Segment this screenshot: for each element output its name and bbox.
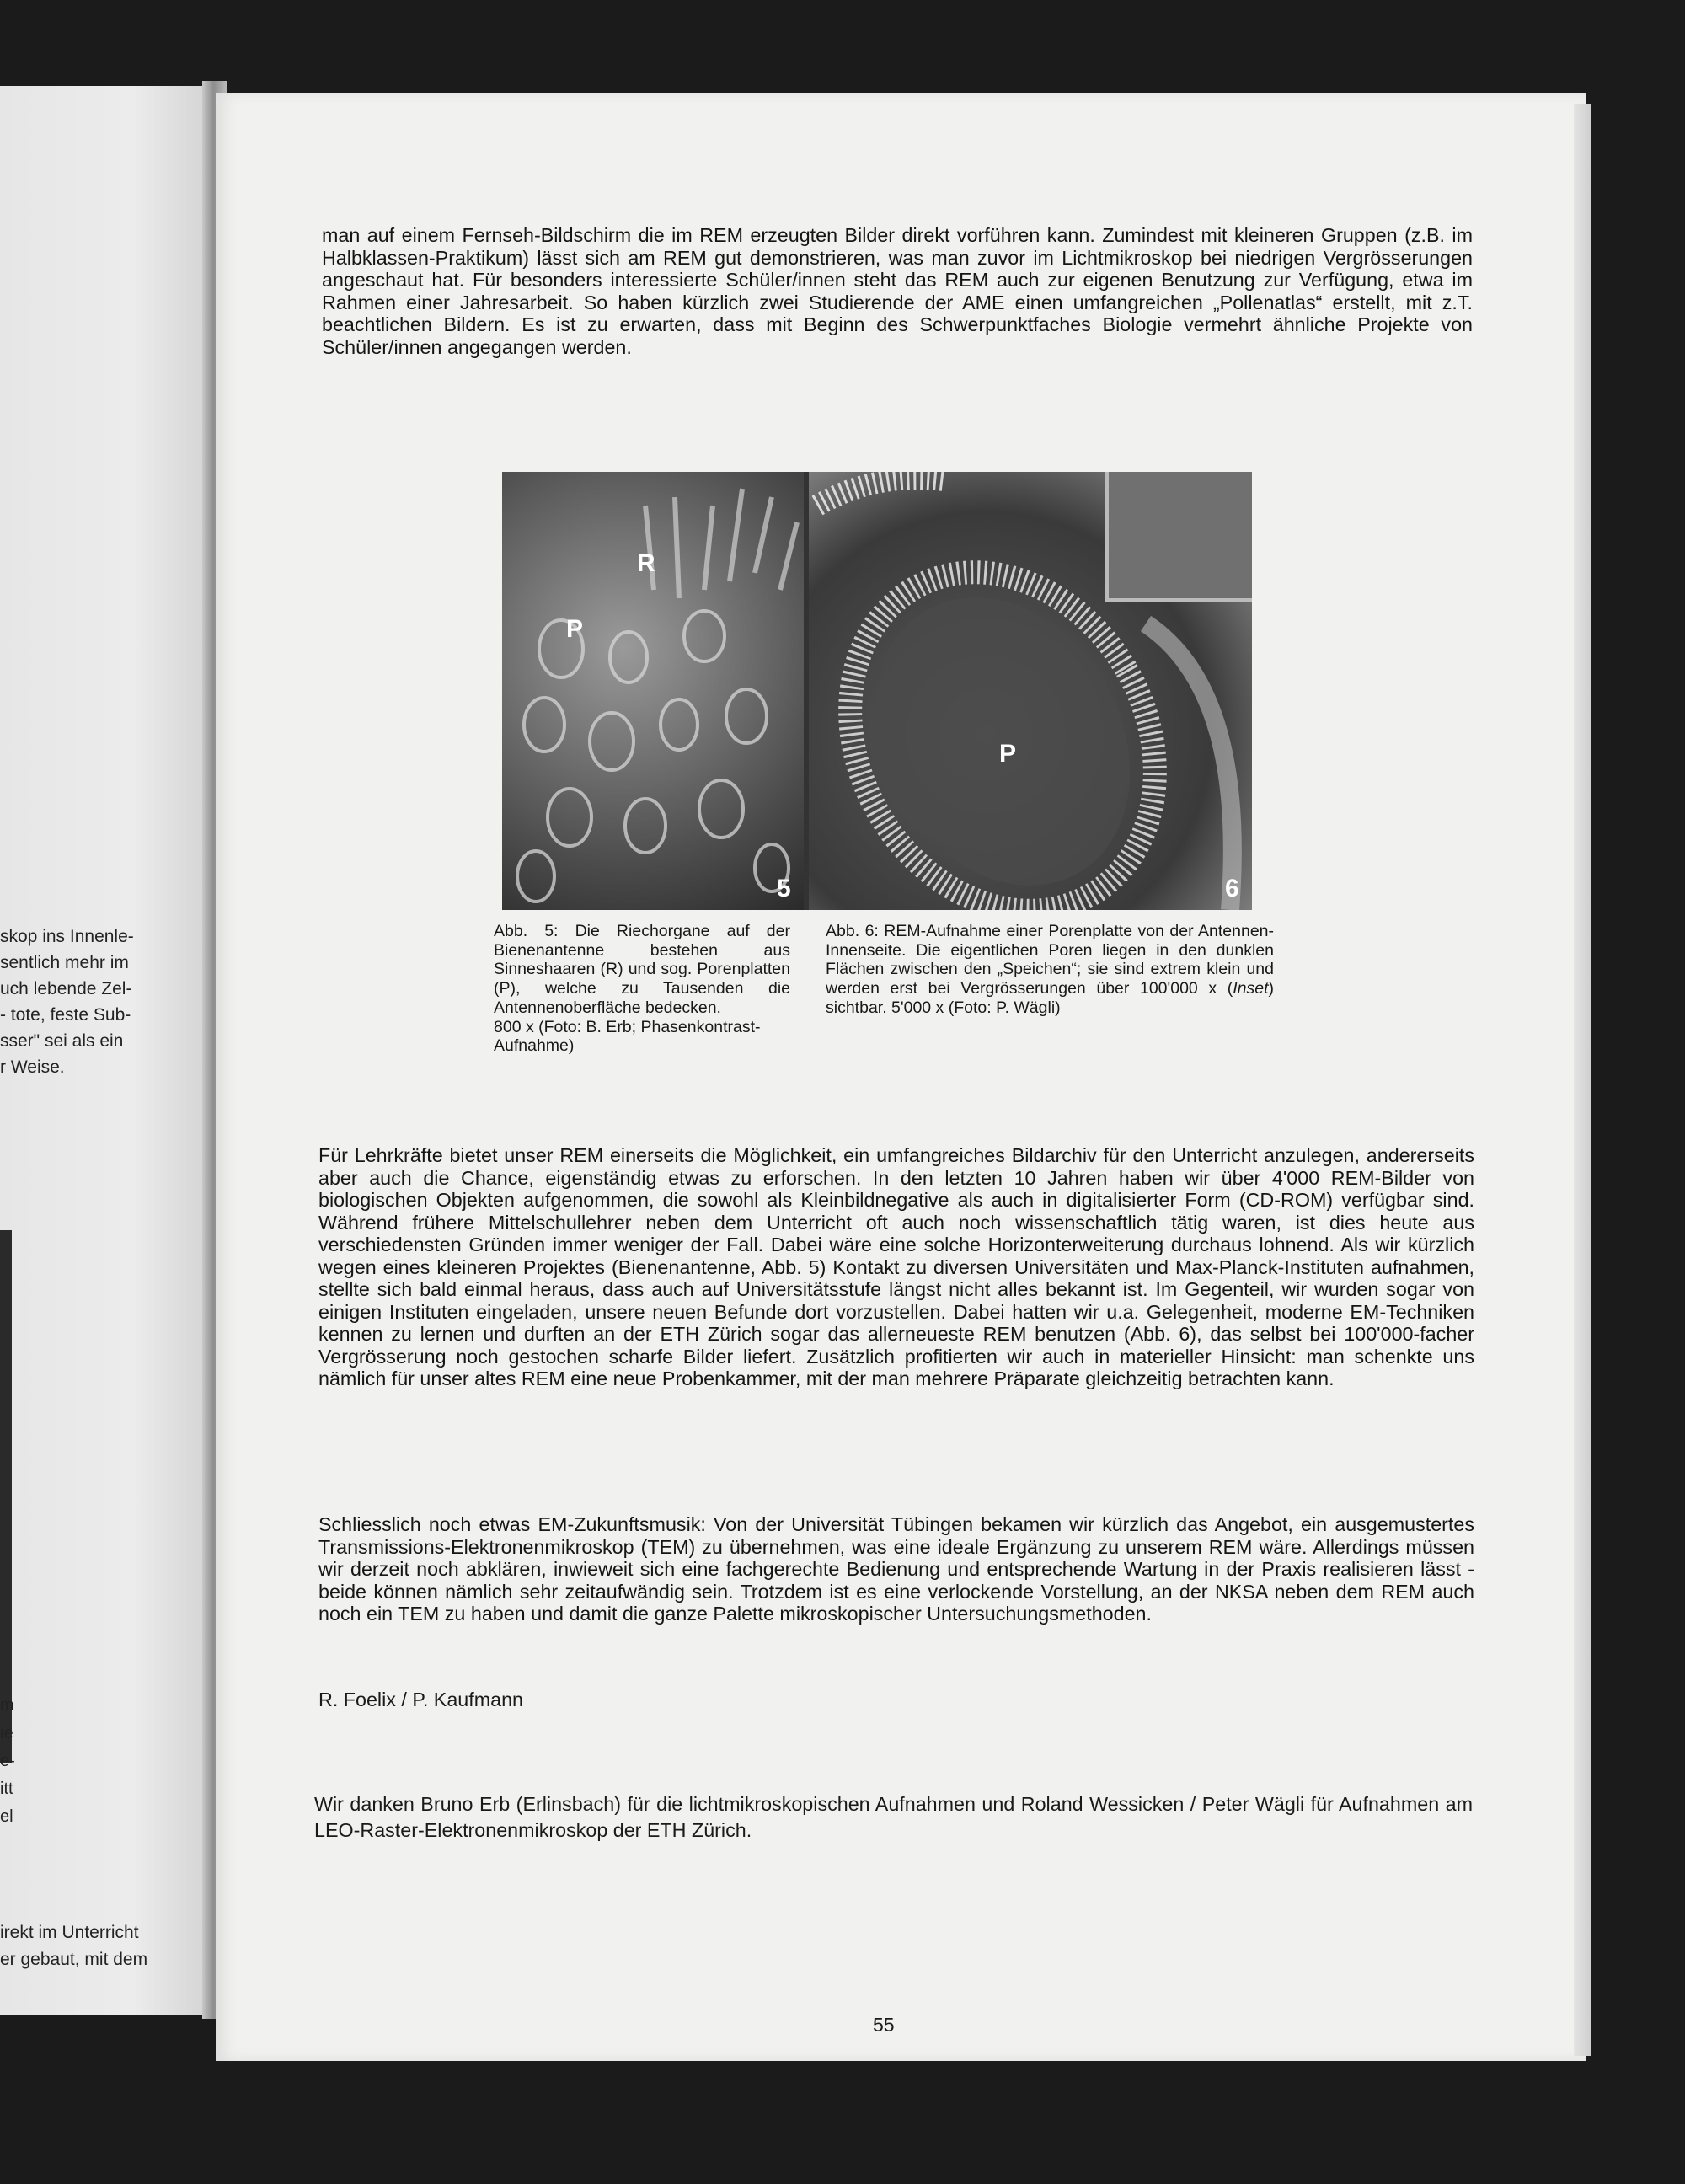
photo5-texture xyxy=(502,472,804,910)
author-signature: R. Foelix / P. Kaufmann xyxy=(318,1689,524,1710)
left-page-line: irekt im Unterricht xyxy=(0,1923,139,1942)
left-page-line: el xyxy=(0,1807,13,1826)
left-page-line: sser" sei als ein xyxy=(0,1031,124,1051)
paragraph-2: Für Lehrkräfte bietet unser REM einerseits die Möglichkeit, ein umfangreiches Bildarchiv für den Unterricht anzulegen, andererseits aber auch die Chance, eigenständig etwas zu erforschen. In den letzten 10 Jahren haben wir über 4'000 REM-Bilder von biologischen Objekten aufgenommen, die sowohl als Kleinbildnegative als auch in digitalisierter Form (CD-ROM) verfügbar sind. Während frühere Mittelschullehrer neben dem Unterricht oft auch noch wissenschaftlich tätig waren, ist dies heute aus verschiedensten Gründen immer weniger der Fall. Dabei wäre eine solche Horizonterweiterung durchaus lohnend. Als wir kürzlich wegen eines kleineren Projektes (Bienenantenne, Abb. 5) Kontakt zu diversen Universitäten und Max-Planck-Instituten aufnahmen, stellte sich bald einmal heraus, dass auch auf Universitätsstufe längst nicht alles bekannt ist. Im Gegenteil, wir wurden sogar von einigen Instituten eingeladen, unsere neuen Befunde dort vorzustellen. Dabei hatten wir u.a. Gelegenheit, moderne EM-Techniken kennen zu lernen und durften an der ETH Zürich sogar das allerneueste REM benutzen (Abb. 6), das selbst bei 100'000-facher Vergrösserung noch gestochen scharfe Bilder liefert. Zusätzlich profitierten wir auch in materieller Hinsicht: man schenkte uns nämlich für unser altes REM eine neue Probenkammer, mit der man mehrere Präparate gleichzeitig betrachten kann. xyxy=(318,1144,1474,1389)
figure-6-caption-inset: Inset xyxy=(1233,979,1269,998)
figure-number-5: 5 xyxy=(777,875,791,902)
figure-5-caption-text: Abb. 5: Die Riechorgane auf der Bienenantenne bestehen aus Sinneshaaren (R) und sog. Porenplatten (P), welche zu Tausenden die Antennenoberfläche bedecken. xyxy=(494,922,790,1017)
right-page xyxy=(216,93,1586,2061)
left-page-line: er gebaut, mit dem xyxy=(0,1950,148,1969)
left-page-image-edge xyxy=(0,1230,12,1763)
left-page-line: skop ins Innenle- xyxy=(0,927,134,946)
figure-6-caption-credit: ) sichtbar. 5'000 x (Foto: P. Wägli) xyxy=(826,979,1274,1017)
intro-paragraph: man auf einem Fernseh-Bildschirm die im REM erzeugten Bilder direkt vorführen kann. Zumindest mit kleineren Gruppen (z.B. im Halbklassen-Praktikum) lässt sich am REM gut demonstrieren, was man zuvor im Lichtmikroskop bei niedrigen Vergrösserungen angeschaut hat. Für besonders interessierte Schüler/innen steht das REM auch zur eigenen Benutzung zur Verfügung, etwa im Rahmen einer Jahresarbeit. So haben kürzlich zwei Studierende der AME einen umfangreichen „Pollenatlas“ erstellt, mit z.T. beachtlichen Bildern. Es ist zu erwarten, dass mit Beginn des Schwerpunktfaches Biologie vermehrt ähnliche Projekte von Schüler/innen angegangen werden. xyxy=(322,224,1473,358)
figure-5-caption xyxy=(494,922,790,1056)
paragraph-3: Schliesslich noch etwas EM-Zukunftsmusik: Von der Universität Tübingen bekamen wir kürzlich das Angebot, ein ausgemustertes Transmissions-Elektronenmikroskop (TEM) zu übernehmen, was eine ideale Ergänzung zu unserem REM wäre. Allerdings müssen wir derzeit noch abklären, inwieweit sich eine fachgerechte Bedienung und entsprechende Wartung in der Praxis realisieren lässt - beide können nämlich sehr zeitaufwändig sein. Trotzdem ist es eine verlockende Vorstellung, an der NKSA neben dem REM auch noch ein TEM zu haben und damit die ganze Palette mikroskopischer Untersuchungsmethoden. xyxy=(318,1513,1474,1625)
left-page-line: - tote, feste Sub- xyxy=(0,1005,131,1025)
left-page-line: sentlich mehr im xyxy=(0,953,129,972)
left-page-line: m xyxy=(0,1696,14,1715)
inset-high-magnification xyxy=(1105,472,1252,602)
photo-bee-antenna-light-microscope xyxy=(502,472,804,910)
left-page-line: ie xyxy=(0,1724,13,1742)
label-R: R xyxy=(637,549,655,577)
page-number: 55 xyxy=(873,2014,895,2036)
figure-6-caption xyxy=(826,922,1274,1018)
label-P: P xyxy=(999,740,1017,768)
figure-photos xyxy=(502,472,1252,910)
left-page-line: uch lebende Zel- xyxy=(0,979,132,998)
label-P: P xyxy=(566,615,584,643)
left-page-line: r Weise. xyxy=(0,1057,65,1077)
acknowledgement: Wir danken Bruno Erb (Erlinsbach) für die lichtmikroskopischen Aufnahmen und Roland Wessicken / Peter Wägli für Aufnahmen am LEO-Raster-Elektronenmikroskop der ETH Zürich. xyxy=(314,1793,1473,1841)
figure-number-6: 6 xyxy=(1225,875,1239,902)
left-page-line: e- xyxy=(0,1752,15,1770)
left-page-edge xyxy=(0,86,221,2015)
figure-6-caption-text: Abb. 6: REM-Aufnahme einer Porenplatte von der Antennen-Innenseite. Die eigentlichen Poren liegen in den dunklen Flächen zwischen den „Speichen“; sie sind extrem klein und werden erst bei Vergrösserungen über 100'000 x ( xyxy=(826,922,1274,998)
figure-5-caption-credit: 800 x (Foto: B. Erb; Phasenkontrast-Aufnahme) xyxy=(494,1017,761,1056)
page-edge xyxy=(1574,104,1591,2056)
photo-pore-plate-sem xyxy=(809,472,1252,910)
left-page-line: itt xyxy=(0,1780,13,1798)
